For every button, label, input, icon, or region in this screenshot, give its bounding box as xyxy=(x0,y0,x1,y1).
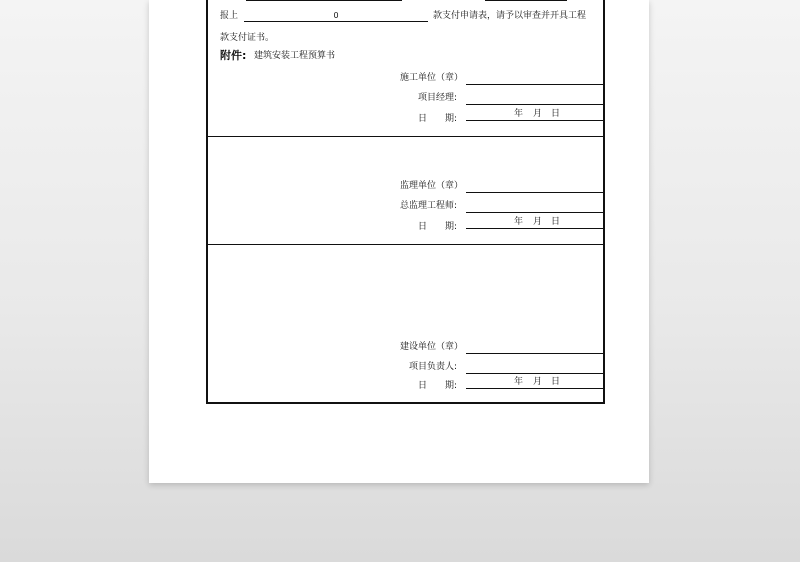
date-month: 月 xyxy=(533,109,543,119)
amount-lower-value xyxy=(485,0,567,1)
owner-date-label: 日 期: xyxy=(418,381,458,391)
date-month: 月 xyxy=(533,377,543,387)
date-year: 年 xyxy=(514,217,524,227)
date-day: 日 xyxy=(551,377,561,387)
sentence-1: 款支付申请表，请予以审查并开具工程 xyxy=(433,11,587,21)
supervisor-person-field[interactable] xyxy=(466,201,603,213)
supervisor-person-label: 总监理工程师: xyxy=(400,201,458,211)
contractor-person-label: 项目经理: xyxy=(418,93,458,103)
supervisor-date-field[interactable] xyxy=(466,217,603,229)
contractor-unit-field[interactable] xyxy=(466,73,603,85)
amount-upper-value xyxy=(246,0,402,1)
section-divider xyxy=(208,136,603,137)
owner-person-field[interactable] xyxy=(466,362,603,374)
owner-date-field[interactable] xyxy=(466,377,603,389)
contractor-date-label: 日 期: xyxy=(418,114,458,124)
owner-unit-label: 建设单位（章） xyxy=(400,342,464,352)
payment-application-form xyxy=(206,0,605,404)
supervisor-unit-label: 监理单位（章） xyxy=(400,181,464,191)
section-divider xyxy=(208,244,603,245)
owner-unit-field[interactable] xyxy=(466,342,603,354)
date-day: 日 xyxy=(551,217,561,227)
yuan-label xyxy=(432,0,471,2)
owner-person-label: 项目负责人: xyxy=(409,362,458,372)
sentence-2: 款支付证书。 xyxy=(220,33,275,43)
report-label: 报上 xyxy=(220,11,239,21)
supervisor-unit-field[interactable] xyxy=(466,181,603,193)
contractor-unit-label: 施工单位（章） xyxy=(400,73,464,83)
contractor-date-field[interactable] xyxy=(466,109,603,121)
supervisor-date-label: 日 期: xyxy=(418,222,458,232)
attachment-value: 建筑安装工程预算书 xyxy=(254,51,336,61)
report-value: 0 xyxy=(244,10,428,22)
date-day: 日 xyxy=(551,109,561,119)
document-page xyxy=(149,0,649,483)
attachment-label: 附件: xyxy=(220,49,247,62)
date-year: 年 xyxy=(514,377,524,387)
date-year: 年 xyxy=(514,109,524,119)
contractor-person-field[interactable] xyxy=(466,93,603,105)
date-month: 月 xyxy=(533,217,543,227)
suffix-now xyxy=(574,0,592,2)
